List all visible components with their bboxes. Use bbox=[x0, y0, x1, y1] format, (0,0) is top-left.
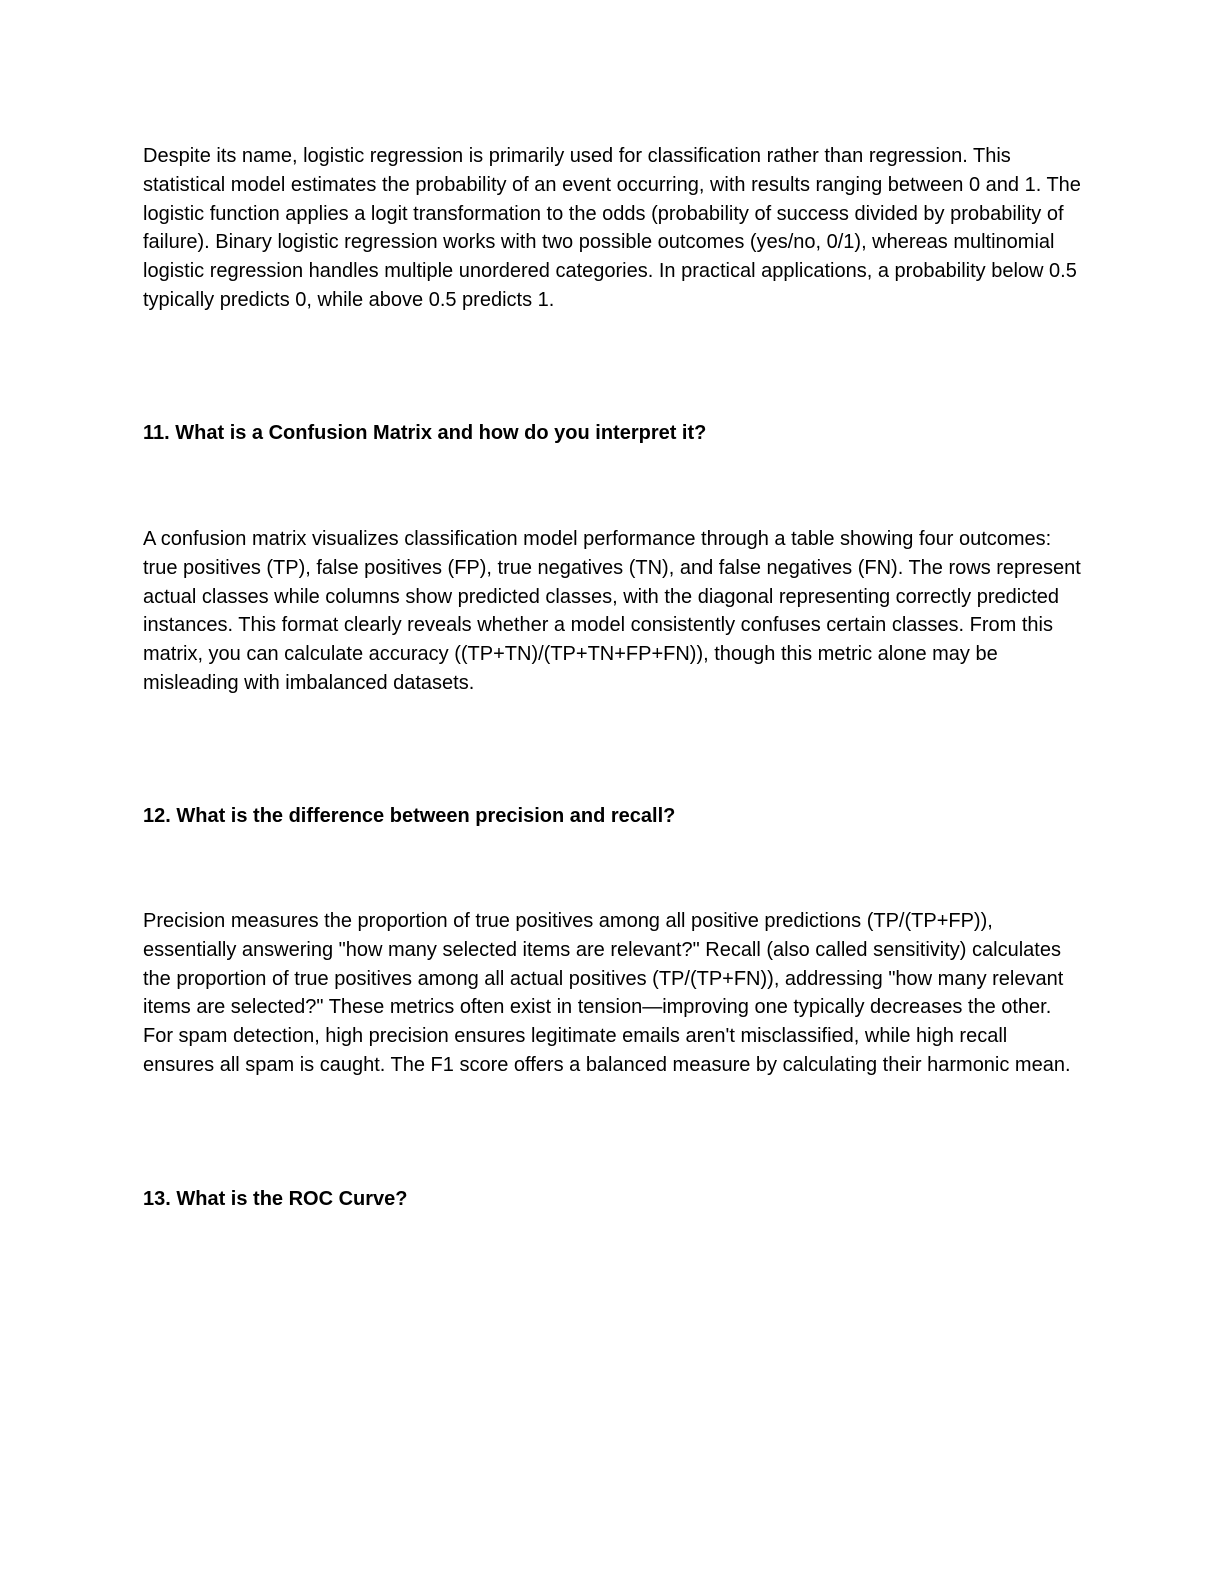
section-body-11: A confusion matrix visualizes classification model performance through a table showing four outcomes: true positives (TP), false positives (FP), true negatives (TN), and false negatives (FN). The rows represent actual classes while columns show predicted classes, with the diagonal representing correctly predicted instances. This format clearly reveals whether a model consistently confuses certain classes. From this matrix, you can calculate accuracy ((TP+TN)/(TP+TN+FP+FN)), though this metric alone may be misleading with imbalanced datasets. bbox=[143, 528, 1081, 694]
section-heading-13: 13. What is the ROC Curve? bbox=[143, 1188, 408, 1210]
section-heading-12: 12. What is the difference between precision and recall? bbox=[143, 805, 676, 827]
intro-paragraph: Despite its name, logistic regression is primarily used for classification rather than regression. This statistical model estimates the probability of an event occurring, with results ranging between 0 and 1. The logistic function applies a logit transformation to the odds (probability of success divided by probability of failure). Binary logistic regression works with two possible outcomes (yes/no, 0/1), whereas multinomial logistic regression handles multiple unordered categories. In practical applications, a probability below 0.5 typically predicts 0, while above 0.5 predicts 1. bbox=[143, 145, 1081, 311]
section-heading-11: 11. What is a Confusion Matrix and how do you interpret it? bbox=[143, 422, 707, 444]
section-body-12: Precision measures the proportion of true positives among all positive predictions (TP/(TP+FP)), essentially answering "how many selected items are relevant?" Recall (also called sensitivity) calculates the proportion of true positives among all actual positives (TP/(TP+FN)), addressing "how many relevant items are selected?" These metrics often exist in tension—improving one typically decreases the other. For spam detection, high precision ensures legitimate emails aren't misclassified, while high recall ensures all spam is caught. The F1 score offers a balanced measure by calculating their harmonic mean. bbox=[143, 910, 1071, 1076]
